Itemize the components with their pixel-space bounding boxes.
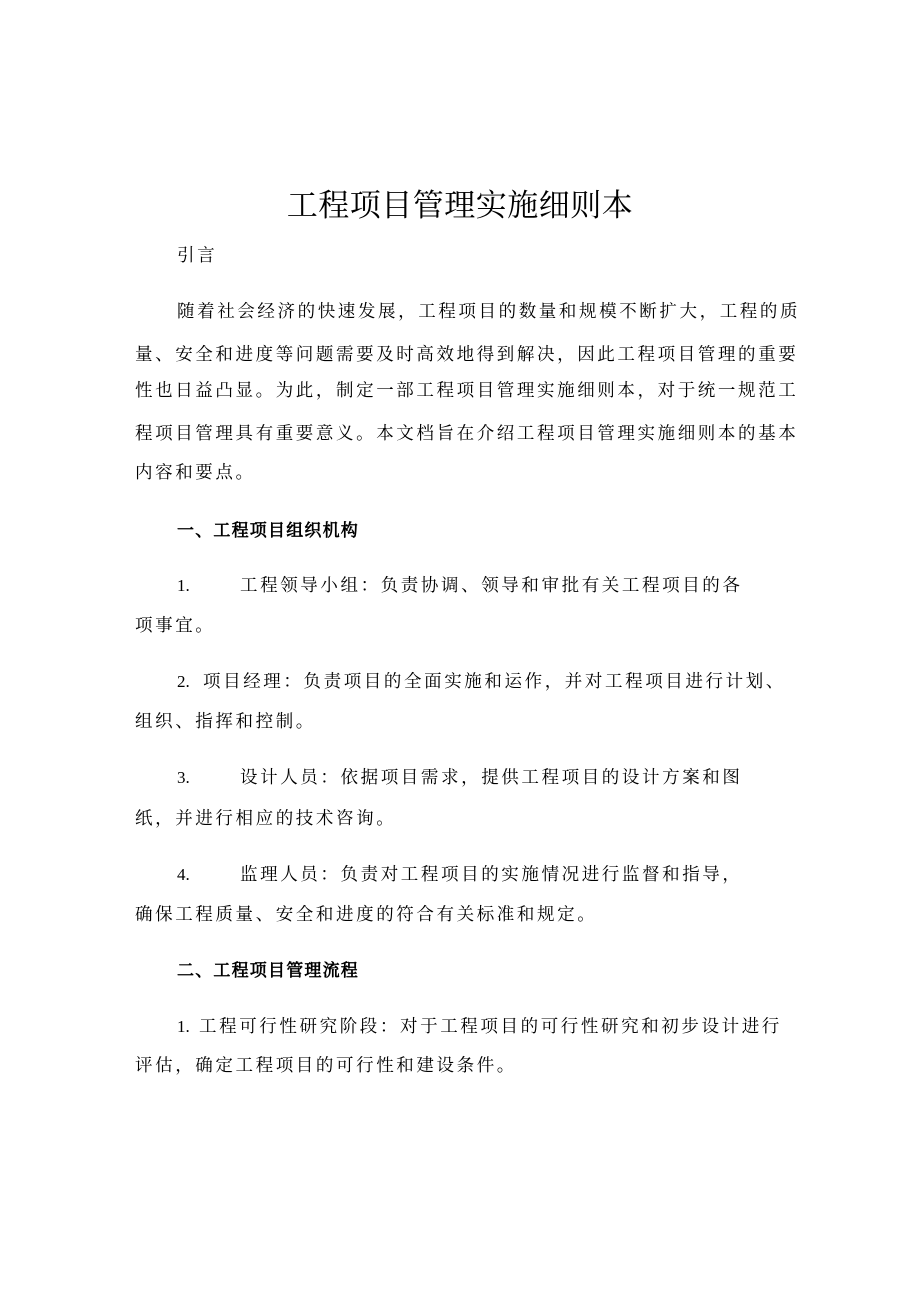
intro-line: 量、安全和进度等问题需要及时高效地得到解决，因此工程项目管理的重要	[135, 345, 799, 365]
list-item-text: 监理人员：负责对工程项目的实施情况进行监督和指导，	[240, 865, 743, 885]
list-item-number: 1.	[177, 1017, 190, 1036]
list-item-text-continued: 组织、指挥和控制。	[135, 712, 316, 732]
list-item-number: 4.	[177, 865, 190, 884]
section-heading-process: 二、工程项目管理流程	[177, 961, 359, 981]
document-title: 工程项目管理实施细则本	[286, 188, 634, 224]
list-item-text-continued: 评估，确定工程项目的可行性和建设条件。	[135, 1056, 517, 1076]
list-item-text-continued: 纸，并进行相应的技术咨询。	[135, 809, 397, 829]
intro-line: 性也日益凸显。为此，制定一部工程项目管理实施细则本，对于统一规范工	[135, 381, 799, 401]
list-item-number: 2.	[177, 672, 190, 691]
intro-line: 内容和要点。	[135, 463, 256, 483]
list-item-text-continued: 确保工程质量、安全和进度的符合有关标准和规定。	[135, 905, 598, 925]
list-item-text-continued: 项事宜。	[135, 616, 216, 636]
list-item-number: 1.	[177, 576, 190, 595]
list-item-text: 设计人员：依据项目需求，提供工程项目的设计方案和图	[240, 768, 743, 788]
section-heading-organization: 一、工程项目组织机构	[177, 521, 359, 541]
intro-line: 随着社会经济的快速发展，工程项目的数量和规模不断扩大，工程的质	[177, 302, 801, 322]
intro-line: 程项目管理具有重要意义。本文档旨在介绍工程项目管理实施细则本的基本	[135, 424, 799, 444]
list-item-text: 项目经理：负责项目的全面实施和运作，并对工程项目进行计划、	[203, 672, 786, 692]
list-item-text: 工程可行性研究阶段：对于工程项目的可行性研究和初步设计进行	[199, 1017, 782, 1037]
list-item-text: 工程领导小组：负责协调、领导和审批有关工程项目的各	[240, 576, 743, 596]
intro-label: 引言	[177, 246, 218, 266]
list-item-number: 3.	[177, 768, 190, 787]
